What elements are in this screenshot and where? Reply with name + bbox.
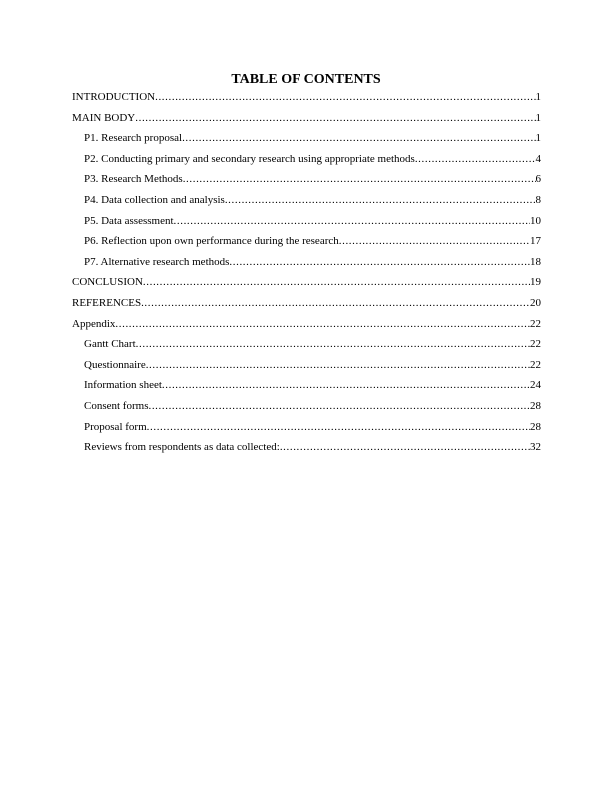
toc-entry-label: P1. Research proposal [84,132,183,145]
toc-entry-label: Consent forms [84,399,149,412]
toc-entry-label: CONCLUSION [72,276,143,289]
toc-entry[interactable] [72,375,541,396]
toc-entry-label: Reviews from respondents as data collected: [84,441,280,454]
toc-entry[interactable] [72,396,541,417]
toc-entry[interactable] [72,169,541,190]
toc-dot-leader [115,314,530,335]
toc-dot-leader [155,87,535,108]
toc-dot-leader [280,437,530,458]
toc-dot-leader [148,396,530,417]
toc-entry[interactable] [72,272,541,293]
toc-entry-label: P6. Reflection upon own performance during the research [84,235,339,248]
toc-dot-leader [146,355,530,376]
toc-dot-leader [225,190,536,211]
toc-dot-leader [135,108,535,129]
toc-entry[interactable] [72,417,541,438]
toc-entry-page-number: 6 [535,173,541,186]
toc-dot-leader [339,231,530,252]
toc-entry-page-number: 22 [530,338,541,351]
toc-entry[interactable] [72,108,541,129]
toc-entry[interactable] [72,252,541,273]
toc-entry-label: Proposal form [84,420,147,433]
toc-entry-page-number: 17 [530,235,541,248]
toc-entry[interactable] [72,211,541,232]
toc-entry[interactable] [72,149,541,170]
toc-entry-page-number: 19 [530,276,541,289]
toc-dot-leader [136,334,530,355]
toc-entry-page-number: 28 [530,420,541,433]
toc-entry[interactable] [72,437,541,458]
toc-entry-page-number: 22 [530,358,541,371]
toc-entry-label: INTRODUCTION [72,91,156,103]
toc-entry-page-number: 28 [530,399,541,412]
toc-dot-leader [141,293,530,314]
toc-entry-page-number: 24 [530,379,541,392]
toc-entry[interactable] [72,87,541,108]
toc-entry-label: P7. Alternative research methods [84,255,230,268]
toc-entry-label: P2. Conducting primary and secondary research using appropriate methods [84,152,415,165]
toc-entry[interactable] [72,355,541,376]
toc-entry[interactable] [72,190,541,211]
toc-title: TABLE OF CONTENTS [231,72,381,87]
toc-dot-leader [174,211,530,232]
toc-entry-label: P4. Data collection and analysis [84,193,225,206]
toc-dot-leader [182,128,535,149]
toc-dot-leader [415,149,536,170]
toc-entry-label: Gantt Chart [84,338,136,351]
toc-entry-page-number: 20 [530,296,541,309]
toc-entry-label: Appendix [72,317,116,330]
toc-entry[interactable] [72,128,541,149]
toc-entry-page-number: 1 [535,91,541,103]
toc-entry-page-number: 8 [535,193,541,206]
toc-entry[interactable] [72,231,541,252]
toc-entry-page-number: 22 [530,317,541,330]
toc-entry[interactable] [72,334,541,355]
toc-dot-leader [183,169,536,190]
toc-entry-page-number: 18 [530,255,541,268]
toc-entry-page-number: 32 [530,441,541,454]
toc-entry-label: P5. Data assessment [84,214,174,227]
toc-entry-label: MAIN BODY [72,111,136,124]
toc-entry-label: REFERENCES [72,296,142,309]
toc-entry-label: Information sheet [84,379,162,392]
toc-entry-label: Questionnaire [84,358,146,371]
toc-dot-leader [147,417,530,438]
toc-entry-page-number: 1 [535,111,541,124]
toc-entry[interactable] [72,293,541,314]
toc-dot-leader [162,375,530,396]
toc-entry-label: P3. Research Methods [84,173,183,186]
toc-entry-page-number: 1 [535,132,541,145]
toc-entry-page-number: 4 [535,152,541,165]
toc-dot-leader [143,272,530,293]
toc-entry[interactable] [72,314,541,335]
toc-entry-page-number: 10 [530,214,541,227]
toc-dot-leader [229,252,530,273]
table-of-contents [72,87,541,458]
